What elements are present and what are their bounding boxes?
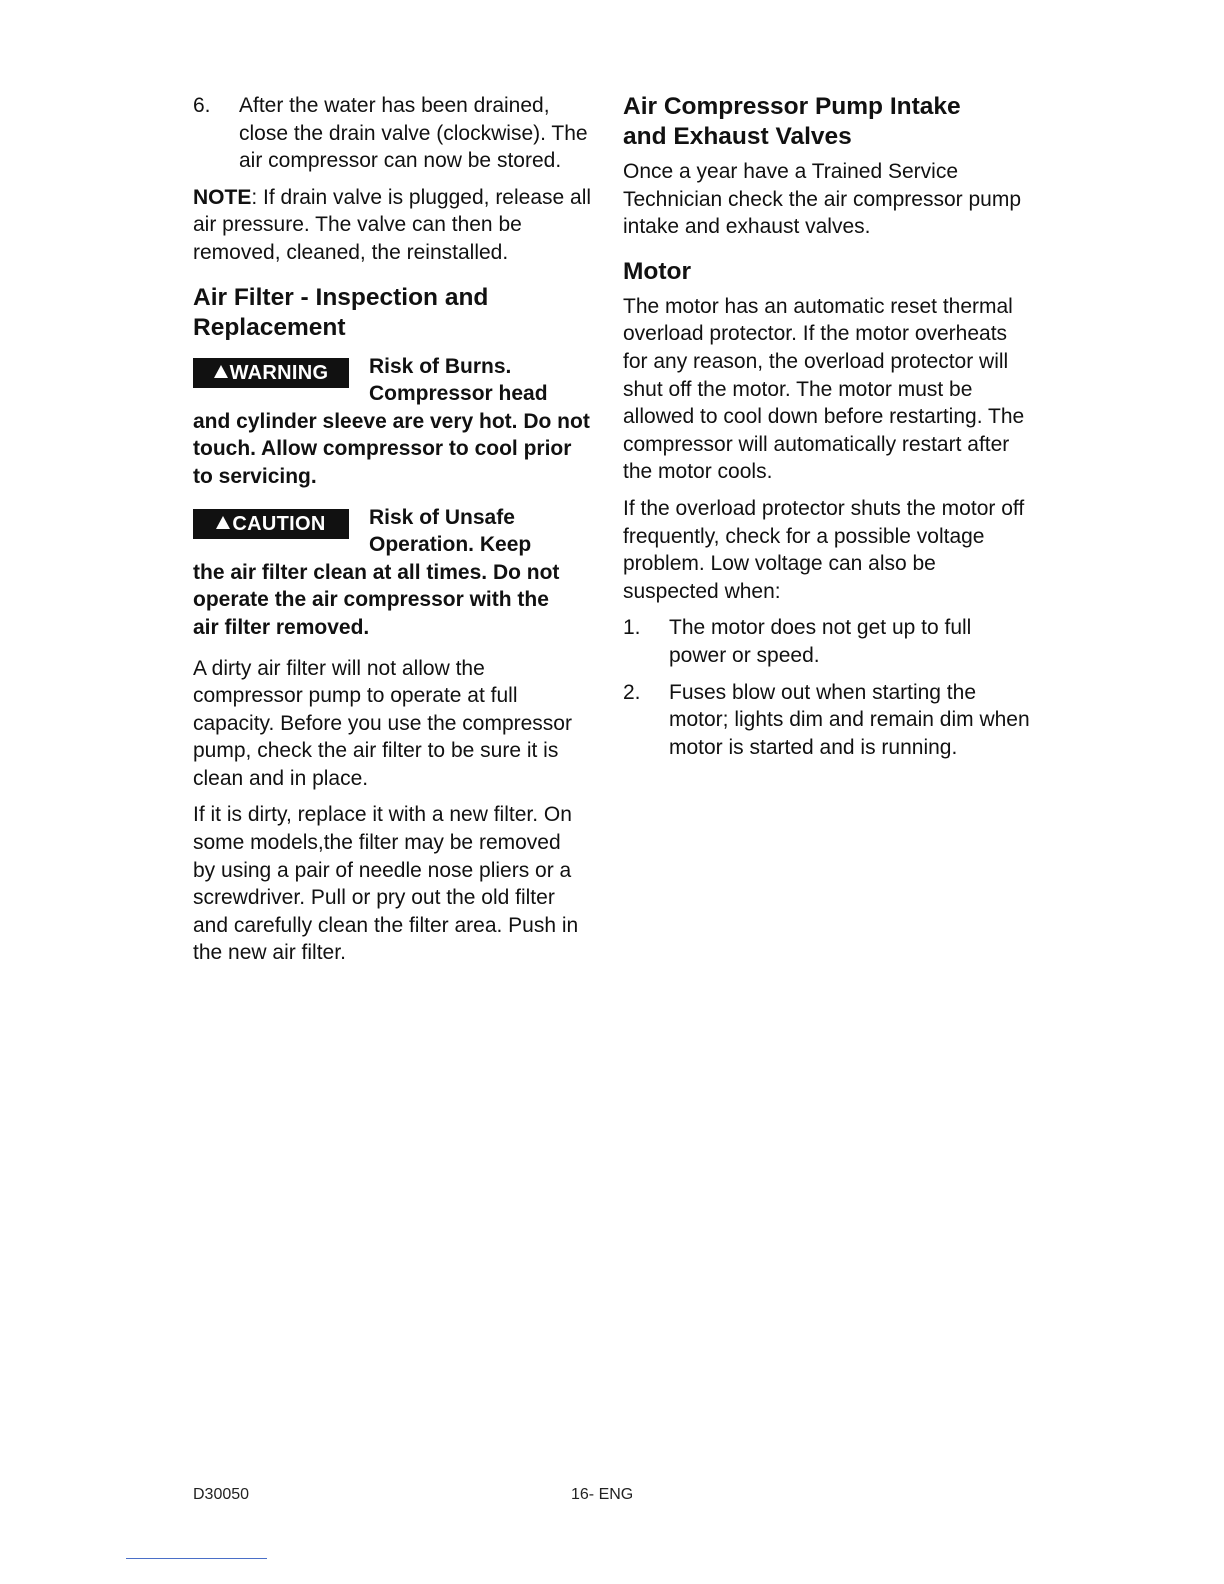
caution-heading: Risk of Unsafe Operation. Keep [369, 505, 532, 557]
dirty-filter-paragraph: A dirty air filter will not allow the compressor pump to operate at full capacity. Before you use the compressor pump, check the air filter to be sure it is clean and in place. [193, 656, 572, 790]
warning-body: and cylinder sleeve are very hot. Do not touch. Allow compressor to cool prior to servicing. [193, 409, 590, 488]
document-code: D30050 [193, 1486, 250, 1503]
warning-heading: Risk of Burns. Compressor head [369, 354, 548, 406]
page-number: 16- ENG [571, 1486, 634, 1503]
step-6-number: 6. [193, 94, 211, 117]
motor-paragraph-2: If the overload protector shuts the motor off frequently, check for a possible voltage problem. Low voltage can also be suspected when: [623, 496, 1025, 603]
caution-badge [193, 509, 349, 539]
list-item-number: 1. [623, 616, 641, 640]
list-item-text: Fuses blow out when starting the motor; lights dim and remain dim when motor is started and is running. [669, 680, 1030, 759]
note-paragraph [193, 184, 593, 267]
motor-paragraph-1: The motor has an automatic reset thermal overload protector. If the motor overheats for any reason, the overload protector will shut off the motor. The motor must be allowed to cool down before restarting. The compressor will automatically restart after the motor cools. [623, 294, 1025, 484]
caution-body: the air filter clean at all times. Do not operate the air compressor with the air filter removed. [193, 560, 560, 639]
caution-badge-label: CAUTION [232, 512, 326, 535]
caution-block [193, 504, 593, 642]
air-filter-heading: Air Filter - Inspection and Replacement [193, 283, 489, 341]
pump-valves-heading: Air Compressor Pump Intake and Exhaust Valves [623, 93, 961, 150]
list-item-number: 2. [623, 680, 641, 704]
pump-valves-text: Once a year have a Trained Service Technician check the air compressor pump intake and exhaust valves. [623, 160, 1022, 239]
right-column [623, 92, 1033, 770]
warning-badge-label: WARNING [229, 361, 329, 384]
warning-triangle-icon [214, 365, 228, 378]
warning-block [193, 353, 593, 491]
motor-heading: Motor [623, 257, 692, 285]
list-item-text: The motor does not get up to full power or speed. [669, 616, 972, 667]
note-text: : If drain valve is plugged, release all air pressure. The valve can then be removed, cleaned, the reinstalled. [193, 185, 592, 264]
warning-badge [193, 358, 349, 388]
caution-triangle-icon [216, 516, 230, 529]
step-6 [193, 92, 593, 175]
note-label: NOTE [193, 185, 252, 209]
list-item [623, 679, 1033, 762]
edge-line [126, 1558, 267, 1559]
replace-filter-paragraph: If it is dirty, replace it with a new filter. On some models,the filter may be removed by using a pair of needle nose pliers or a screwdriver. Pull or pry out the old filter and carefully clean the filter area. Push in the new air filter. [193, 803, 579, 965]
list-item [623, 614, 1033, 669]
left-column [193, 92, 593, 976]
step-6-text: After the water has been drained, close the drain valve (clockwise). The air compressor can now be stored. [239, 94, 588, 173]
